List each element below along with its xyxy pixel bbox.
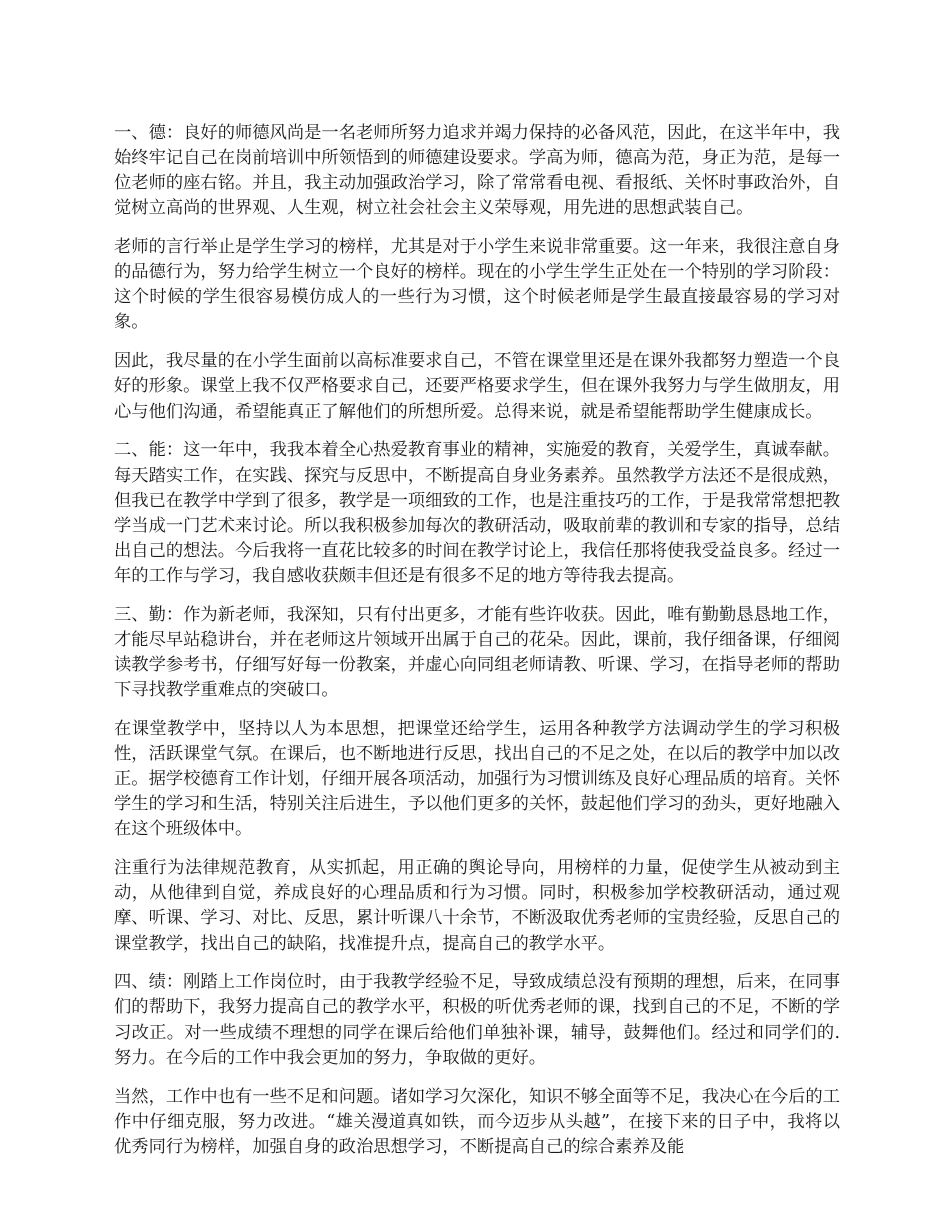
paragraph-diligence: 三、勤：作为新老师，我深知，只有付出更多，才能有些许收获。因此，唯有勤勤恳恳地工作，才能尽早站稳讲台，并在老师这片领域开出属于自己的花朵。因此，课前，我仔细备课，仔细阅读教学参考书，仔细写好每一份教案，并虚心向同组老师请教、听课、学习，在指导老师的帮助下寻找教学重难点的突破口。 (114, 604, 840, 701)
paragraph-classroom-teaching: 在课堂教学中，坚持以人为本思想，把课堂还给学生，运用各种教学方法调动学生的学习积极性，活跃课堂气氛。在课后，也不断地进行反思，找出自己的不足之处，在以后的教学中加以改正。据学校德育工作计划，仔细开展各项活动，加强行为习惯训练及良好心理品质的培育。关怀学生的学习和生活，特别关注后进生，予以他们更多的关怀，鼓起他们学习的劲头，更好地融入在这个班级体中。 (114, 718, 840, 840)
paragraph-role-model: 老师的言行举止是学生学习的榜样，尤其是对于小学生来说非常重要。这一年来，我很注意自身的品德行为，努力给学生树立一个良好的榜样。现在的小学生学生正处在一个特别的学习阶段：这个时候的学生很容易模仿成人的一些行为习惯，这个时候老师是学生最直接最容易的学习对象。 (114, 237, 840, 333)
paragraph-virtue: 一、德：良好的师德风尚是一名老师所努力追求并竭力保持的必备风范，因此，在这半年中，我始终牢记自己在岗前培训中所领悟到的师德建设要求。学高为师，德高为范，身正为范，是每一位老师的座右铭。并且，我主动加强政治学习，除了常常看电视、看报纸、关怀时事政治外，自觉树立高尚的世界观、人生观，树立社会社会主义荣辱观，用先进的思想武装自己。 (114, 123, 840, 219)
paragraph-behavior-education: 注重行为法律规范教育，从实抓起，用正确的舆论导向，用榜样的力量，促使学生从被动到主动，从他律到自觉，养成良好的心理品质和行为习惯。同时，积极参加学校教研活动，通过观摩、听课、学习、对比、反思，累计听课八十余节，不断汲取优秀老师的宝贵经验，反思自己的课堂教学，找出自己的缺陷，找准提升点，提高自己的教学水平。 (114, 858, 840, 954)
paragraph-ability: 二、能：这一年中，我我本着全心热爱教育事业的精神，实施爱的教育，关爱学生，真诚奉献。每天踏实工作，在实践、探究与反思中，不断提高自身业务素养。虽然教学方法还不是很成熟，但我已在教学中学到了很多，教学是一项细致的工作，也是注重技巧的工作，于是我常常想把教学当成一门艺术来讨论。所以我积极参加每次的教研活动，吸取前辈的教训和专家的指导，总结出自己的想法。今后我将一直花比较多的时间在教学讨论上，我信任那将使我受益良多。经过一年的工作与学习，我自感收获颇丰但还是有很多不足的地方等待我去提高。 (114, 440, 840, 586)
paragraph-self-discipline: 因此，我尽量的在小学生面前以高标准要求自己，不管在课堂里还是在课外我都努力塑造一个良好的形象。课堂上我不仅严格要求自己，还要严格要求学生，但在课外我努力与学生做朋友，用心与他们沟通，希望能真正了解他们的所想所爱。总得来说，就是希望能帮助学生健康成长。 (114, 351, 840, 422)
paragraph-shortcomings: 当然，工作中也有一些不足和问题。诸如学习欠深化，知识不够全面等不足，我决心在今后的工作中仔细克服，努力改进。“雄关漫道真如铁，而今迈步从头越”，在接下来的日子中，我将以优秀同行为榜样，加强自身的政治思想学习，不断提高自己的综合素养及能 (114, 1086, 840, 1157)
document-body (114, 121, 840, 1174)
paragraph-achievement: 四、绩：刚踏上工作岗位时，由于我教学经验不足，导致成绩总没有预期的理想，后来，在同事们的帮助下，我努力提高自己的教学水平，积极的听优秀老师的课，找到自己的不足，不断的学习改正。对一些成绩不理想的同学在课后给他们单独补课，辅导，鼓舞他们。经过和同学们的.努力。在今后的工作中我会更加的努力，争取做的更好。 (114, 972, 840, 1068)
